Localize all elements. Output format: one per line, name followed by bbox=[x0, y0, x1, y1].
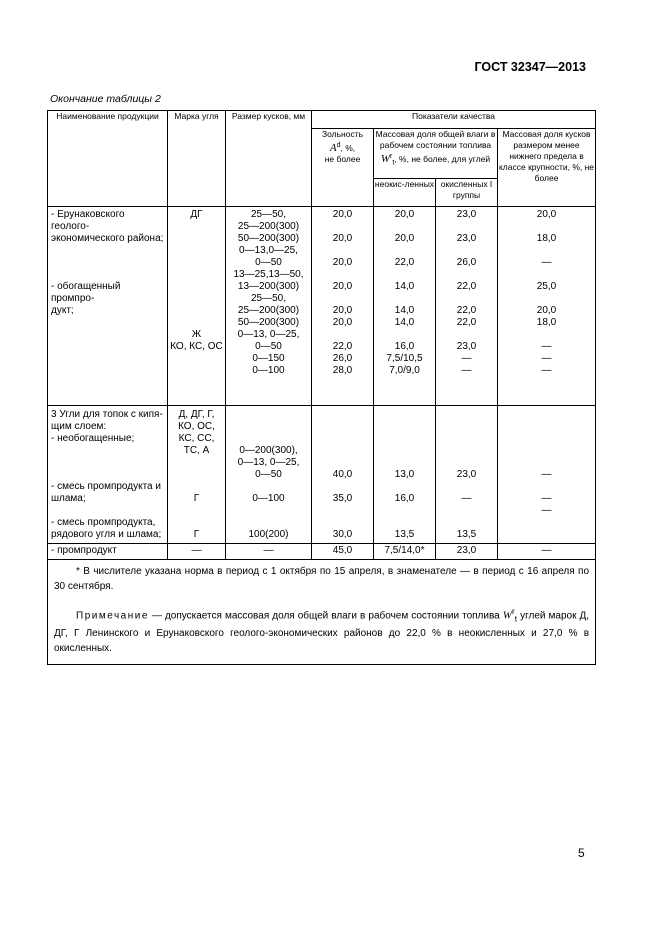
note: Примечание — допускается массовая доля общей влаги в рабочем состоянии топлива $W^r_t$ углей марок Д, ДГ, Г Ленинского и Ерунаковского геолого-экономических районов до 22,0 % в неокисленных и 27,0 % в окисленных. bbox=[54, 606, 590, 655]
cell-moisture-oxidized: 23,0 bbox=[436, 544, 498, 560]
col-header-moisture: Массовая доля общей влаги в рабочем состоянии топлива $W^r_t$, %, не более, для углей bbox=[374, 129, 498, 179]
cell-ash: 40,0 35,0 30,0 bbox=[312, 406, 374, 544]
col-header-quality: Показатели качества bbox=[312, 111, 596, 129]
cell-fine-fraction: 20,0 18,0 — 25,0 20,0 18,0 — — — bbox=[498, 207, 596, 406]
standard-number: ГОСТ 32347—2013 bbox=[474, 60, 586, 74]
table-row bbox=[48, 544, 596, 560]
cell-fine-fraction: — bbox=[498, 544, 596, 560]
cell-ash: 45,0 bbox=[312, 544, 374, 560]
cell-fine-fraction: — — — bbox=[498, 406, 596, 544]
quality-table bbox=[47, 110, 596, 665]
cell-name: - Ерунаковского геолого- экономического района; - обогащенный промпро- дукт; bbox=[48, 207, 168, 406]
cell-ash: 20,0 20,0 20,0 20,0 20,0 20,0 22,0 26,0 28,0 bbox=[312, 207, 374, 406]
cell-moisture-oxidized: 23,0 23,0 26,0 22,0 22,0 22,0 23,0 — — bbox=[436, 207, 498, 406]
cell-size: 0—200(300), 0—13, 0—25, 0—50 0—100 100(200) bbox=[226, 406, 312, 544]
table-footer bbox=[48, 560, 596, 665]
cell-moisture-unoxidized: 13,0 16,0 13,5 bbox=[374, 406, 436, 544]
table-row bbox=[48, 406, 596, 544]
cell-moisture-oxidized: 23,0 — 13,5 bbox=[436, 406, 498, 544]
col-header-oxidized: окисленных I группы bbox=[436, 179, 498, 207]
cell-name: - промпродукт bbox=[48, 544, 168, 560]
table-row bbox=[48, 207, 596, 406]
page-number: 5 bbox=[578, 846, 585, 860]
footnote: * В числителе указана норма в период с 1 октября по 15 апреля, в знаменателе — в период с 16 апреля по 30 сентября. bbox=[54, 566, 590, 592]
cell-name: 3 Угли для топок с кипя- щим слоем: - необогащенные; - смесь промпродукта и шлама; - смесь промпродукта, рядового угля и шлама; bbox=[48, 406, 168, 544]
col-header-unoxidized: неокис-ленных bbox=[374, 179, 436, 207]
cell-moisture-unoxidized: 20,0 20,0 22,0 14,0 14,0 14,0 16,0 7,5/10,5 7,0/9,0 bbox=[374, 207, 436, 406]
col-header-grade: Марка угля bbox=[168, 111, 226, 207]
col-header-fine-fraction: Массовая доля кусков размером менее нижнего предела в классе крупности, %, не более bbox=[498, 129, 596, 207]
cell-grade: Д, ДГ, Г, КО, ОС, КС, СС, ТС, А Г Г bbox=[168, 406, 226, 544]
cell-moisture-unoxidized: 7,5/14,0* bbox=[374, 544, 436, 560]
cell-grade: — bbox=[168, 544, 226, 560]
table-caption: Окончание таблицы 2 bbox=[50, 93, 161, 105]
cell-grade: ДГ Ж КО, КС, ОС bbox=[168, 207, 226, 406]
cell-size: 25—50, 25—200(300) 50—200(300) 0—13,0—25, 0—50 13—25,13—50, 13—200(300) 25—50, 25—200(300) 50—200(300) 0—13, 0—25, 0—50 0—150 0—100 bbox=[226, 207, 312, 406]
col-header-size: Размер кусков, мм bbox=[226, 111, 312, 207]
col-header-name: Наименование продукции bbox=[48, 111, 168, 207]
table-footer-row bbox=[48, 560, 596, 665]
col-header-ash: Зольность $A^d$, %, не более bbox=[312, 129, 374, 207]
cell-size: — bbox=[226, 544, 312, 560]
